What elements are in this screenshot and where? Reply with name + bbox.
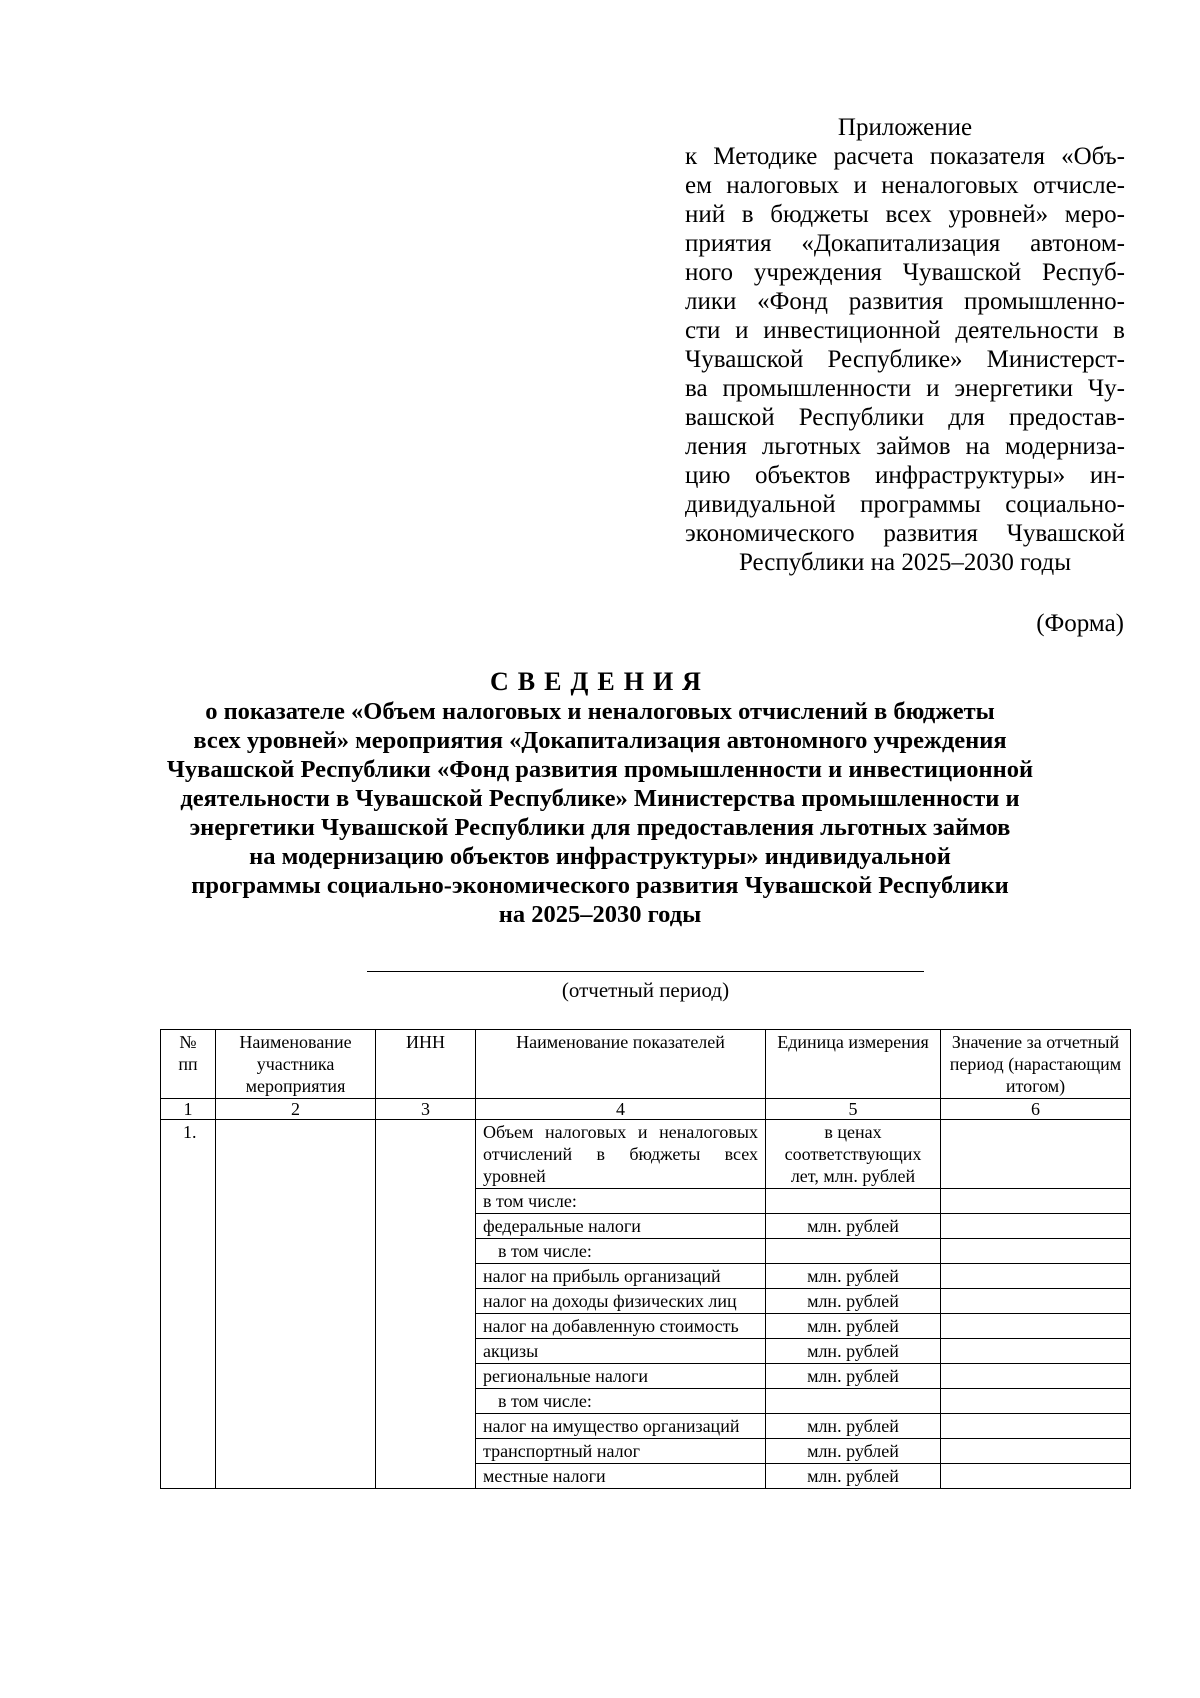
header-unit: Единица измерения (766, 1030, 941, 1099)
unit-cell (766, 1239, 941, 1264)
indicator-cell: региональные налоги (476, 1364, 766, 1389)
column-number: 2 (216, 1099, 376, 1120)
value-cell (941, 1439, 1131, 1464)
indicator-cell: федеральные налоги (476, 1214, 766, 1239)
unit-cell: млн. рублей (766, 1314, 941, 1339)
subtitle-line: деятельности в Чувашской Республике» Министерства промышленности и (180, 785, 1020, 812)
indicator-cell: акцизы (476, 1339, 766, 1364)
unit-cell (766, 1189, 941, 1214)
header-inn: ИНН (376, 1030, 476, 1099)
indicator-cell: в том числе: (476, 1239, 766, 1264)
value-cell (941, 1264, 1131, 1289)
header-number: № пп (161, 1030, 216, 1099)
subtitle-line: о показателе «Объем налоговых и неналоговых отчислений в бюджеты (205, 698, 995, 725)
value-cell (941, 1189, 1131, 1214)
subtitle-line: программы социально-экономического развития Чувашской Республики (191, 872, 1009, 899)
value-cell (941, 1364, 1131, 1389)
column-number: 1 (161, 1099, 216, 1120)
appendix-line: приятия «Докапитализация автоном- (685, 230, 1125, 257)
header-value: Значение за отчетный период (нарастающим итогом) (941, 1030, 1131, 1099)
period-underline (367, 971, 924, 972)
appendix-line: ний в бюджеты всех уровней» меро- (685, 201, 1125, 228)
unit-cell: млн. рублей (766, 1414, 941, 1439)
indicator-cell: Объем налоговых и неналоговых отчислений в бюджеты всех уровней (476, 1120, 766, 1189)
indicator-cell: налог на прибыль организаций (476, 1264, 766, 1289)
appendix-line: вашской Республики для предостав- (685, 404, 1125, 431)
value-cell (941, 1289, 1131, 1314)
unit-cell: млн. рублей (766, 1464, 941, 1489)
value-cell (941, 1339, 1131, 1364)
indicator-cell: транспортный налог (476, 1439, 766, 1464)
unit-cell: млн. рублей (766, 1364, 941, 1389)
column-number: 4 (476, 1099, 766, 1120)
column-number: 5 (766, 1099, 941, 1120)
appendix-heading: Приложение (837, 114, 973, 141)
column-numbers-row (161, 1099, 1131, 1120)
unit-cell: млн. рублей (766, 1289, 941, 1314)
appendix-line: дивидуальной программы социально- (685, 491, 1125, 518)
unit-cell (766, 1389, 941, 1414)
value-cell (941, 1314, 1131, 1339)
appendix-text (685, 142, 1125, 577)
appendix-line: Республики на 2025–2030 годы (738, 549, 1072, 576)
appendix-line: к Методике расчета показателя «Объ- (685, 143, 1125, 170)
column-number: 3 (376, 1099, 476, 1120)
unit-cell: млн. рублей (766, 1264, 941, 1289)
appendix-line: ем налоговых и неналоговых отчисле- (685, 172, 1125, 199)
appendix-line: Чувашской Республике» Министерст- (685, 346, 1125, 373)
appendix-line: сти и инвестиционной деятельности в (685, 317, 1125, 344)
inn-cell (376, 1120, 476, 1489)
participant-cell (216, 1120, 376, 1489)
value-cell (941, 1414, 1131, 1439)
indicator-cell: налог на доходы физических лиц (476, 1289, 766, 1314)
table-header-row (161, 1030, 1131, 1099)
subtitle-line: энергетики Чувашской Республики для предоставления льготных займов (189, 814, 1011, 841)
appendix-line: ления льготных займов на модерниза- (685, 433, 1125, 460)
value-cell (941, 1120, 1131, 1189)
indicator-cell: в том числе: (476, 1189, 766, 1214)
appendix-line: лики «Фонд развития промышленно- (685, 288, 1125, 315)
form-label: (Форма) (1036, 610, 1124, 637)
indicator-cell: налог на добавленную стоимость (476, 1314, 766, 1339)
subtitle-line: на модернизацию объектов инфраструктуры» индивидуальной (249, 843, 951, 870)
unit-cell: млн. рублей (766, 1439, 941, 1464)
subtitle-line: на 2025–2030 годы (498, 901, 702, 928)
report-table (160, 1029, 1131, 1489)
unit-cell: в ценах соответствующих лет, млн. рублей (766, 1120, 941, 1189)
appendix-line: цию объектов инфраструктуры» ин- (685, 462, 1125, 489)
header-indicator: Наименование показателей (476, 1030, 766, 1099)
value-cell (941, 1239, 1131, 1264)
subtitle-line: Чувашской Республики «Фонд развития промышленности и инвестиционной (166, 756, 1034, 783)
row-number: 1. (161, 1120, 216, 1489)
unit-cell: млн. рублей (766, 1214, 941, 1239)
header-participant: Наименование участника мероприятия (216, 1030, 376, 1099)
value-cell (941, 1214, 1131, 1239)
document-subtitle (0, 697, 1200, 929)
table-row (161, 1120, 1131, 1189)
period-caption: (отчетный период) (561, 978, 730, 1002)
column-number: 6 (941, 1099, 1131, 1120)
appendix-line: ного учреждения Чувашской Респуб- (685, 259, 1125, 286)
indicator-cell: налог на имущество организаций (476, 1414, 766, 1439)
appendix-line: ва промышленности и энергетики Чу- (685, 375, 1125, 402)
value-cell (941, 1389, 1131, 1414)
indicator-cell: в том числе: (476, 1389, 766, 1414)
document-title: СВЕДЕНИЯ (490, 667, 710, 696)
subtitle-line: всех уровней» мероприятия «Докапитализация автономного учреждения (193, 727, 1007, 754)
appendix-line: экономического развития Чувашской (685, 520, 1125, 547)
indicator-cell: местные налоги (476, 1464, 766, 1489)
value-cell (941, 1464, 1131, 1489)
unit-cell: млн. рублей (766, 1339, 941, 1364)
